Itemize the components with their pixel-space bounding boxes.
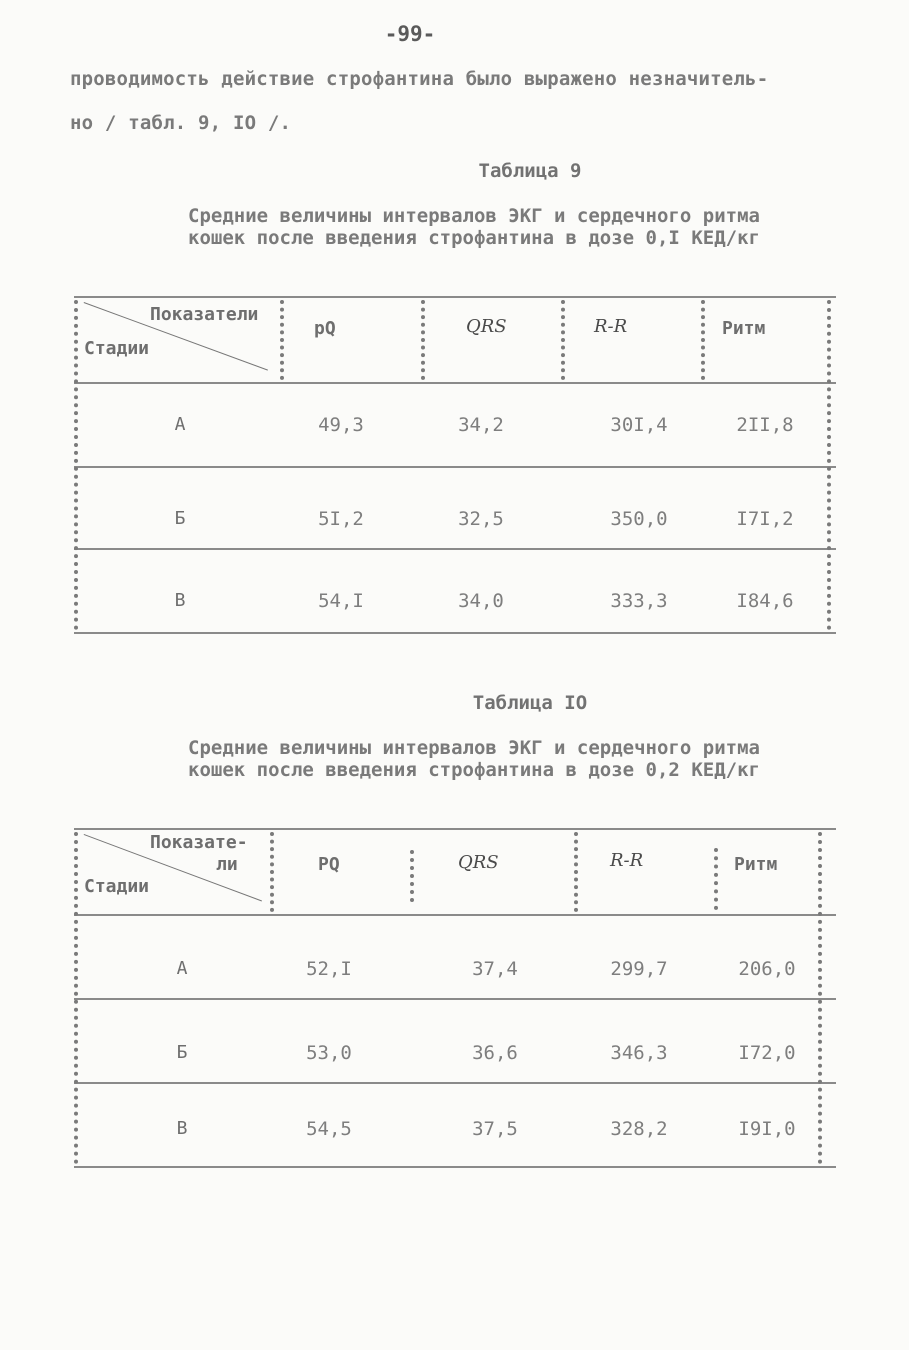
table-rule [74,998,836,1000]
table-10-caption: Таблица IO [472,692,588,714]
table-rule [74,466,836,468]
column-divider [818,832,822,1164]
table-9 [74,296,836,636]
table-rule [74,828,836,830]
row-stage: А [174,414,186,435]
column-divider [574,832,578,912]
cell-qrs: 34,2 [458,414,504,436]
cell-pq: 54,I [318,590,364,612]
column-divider [561,300,565,380]
cell-rr: 333,3 [610,590,668,612]
table-rule [74,1082,836,1084]
column-divider [74,832,78,1164]
cell-qrs: 37,4 [472,958,518,980]
cell-rhythm: I84,6 [736,590,794,612]
table-10-description-line-2: кошек после введения строфантина в дозе 0,2 КЕД/кг [188,759,760,781]
cell-rhythm: 206,0 [738,958,796,980]
header-rr: R-R [594,316,628,337]
cell-rhythm: I9I,0 [738,1118,796,1140]
table-rule [74,382,836,384]
table-rule [74,1166,836,1168]
column-divider [421,300,425,380]
header-stages: Стадии [84,338,150,359]
cell-pq: 52,I [306,958,352,980]
header-rhythm: Ритм [734,854,778,875]
cell-rhythm: I72,0 [738,1042,796,1064]
header-stages: Стадии [84,876,150,897]
cell-qrs: 37,5 [472,1118,518,1140]
cell-rhythm: 2II,8 [736,414,794,436]
table-rule [74,914,836,916]
cell-rr: 328,2 [610,1118,668,1140]
paragraph-line-2: но / табл. 9, IO /. [70,112,292,134]
column-divider [827,300,831,630]
cell-rr: 299,7 [610,958,668,980]
table-rule [74,548,836,550]
cell-pq: 5I,2 [318,508,364,530]
table-10-description-line-1: Средние величины интервалов ЭКГ и сердечного ритма [188,737,760,759]
table-10 [74,828,836,1172]
header-qrs: QRS [458,852,499,873]
header-indicators-line-2: ли [216,854,238,875]
row-stage: А [176,958,188,979]
cell-qrs: 36,6 [472,1042,518,1064]
header-pq: pQ [314,318,336,339]
column-divider [74,300,78,630]
cell-qrs: 32,5 [458,508,504,530]
page-number: -99- [384,22,436,46]
row-stage: Б [176,1042,188,1063]
cell-rr: 30I,4 [610,414,668,436]
cell-rr: 350,0 [610,508,668,530]
cell-pq: 54,5 [306,1118,352,1140]
cell-rr: 346,3 [610,1042,668,1064]
column-divider [270,832,274,912]
table-9-caption: Таблица 9 [478,160,582,182]
table-9-description-line-2: кошек после введения строфантина в дозе 0,I КЕД/кг [188,227,760,249]
column-divider [410,850,414,902]
table-9-description-line-1: Средние величины интервалов ЭКГ и сердечного ритма [188,205,760,227]
header-indicators-line-1: Показате- [150,832,248,853]
header-indicators: Показатели [150,304,259,325]
paragraph-line-1: проводимость действие строфантина было выражено незначитель- [70,68,769,90]
row-stage: Б [174,508,186,529]
header-rr: R-R [610,850,644,871]
header-qrs: QRS [466,316,507,337]
cell-rhythm: I7I,2 [736,508,794,530]
column-divider [280,300,284,380]
row-stage: В [176,1118,188,1139]
table-rule [74,296,836,298]
row-stage: В [174,590,186,611]
header-pq: PQ [318,854,340,875]
column-divider [714,848,718,910]
column-divider [701,300,705,380]
cell-qrs: 34,0 [458,590,504,612]
header-rhythm: Ритм [722,318,766,339]
table-rule [74,632,836,634]
cell-pq: 53,0 [306,1042,352,1064]
cell-pq: 49,3 [318,414,364,436]
